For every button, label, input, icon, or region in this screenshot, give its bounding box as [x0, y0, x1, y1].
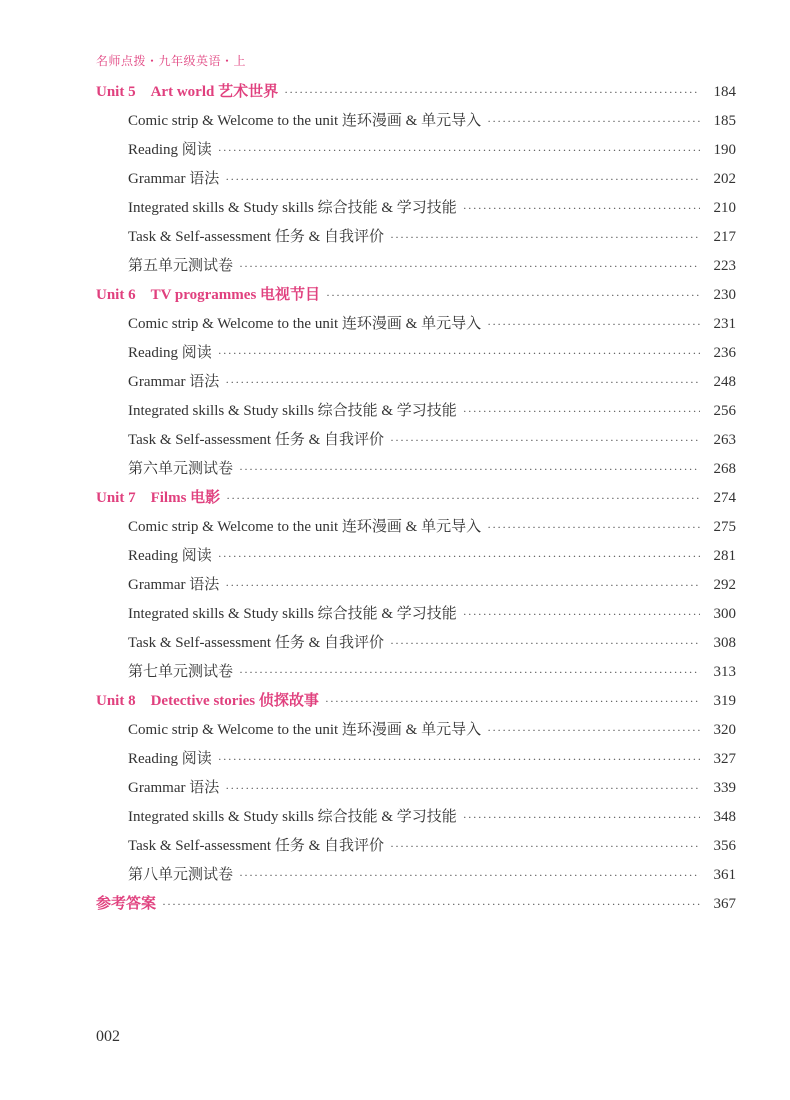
toc-entry-title: Comic strip & Welcome to the unit 连环漫画 & 单元导入: [128, 519, 482, 535]
toc-leader-dots: [390, 832, 700, 861]
toc-leader-dots: [463, 600, 700, 629]
toc-entry-title: Comic strip & Welcome to the unit 连环漫画 & 单元导入: [128, 722, 482, 738]
toc-entry-title: 第五单元测试卷: [128, 258, 234, 274]
toc-page-number: 356: [713, 838, 736, 854]
toc-entry-title: Unit 6 TV programmes 电视节目: [96, 287, 321, 303]
toc-sub-entry[interactable]: [96, 455, 736, 484]
toc-unit-entry[interactable]: [96, 890, 736, 919]
toc-entry-title: 第七单元测试卷: [128, 664, 234, 680]
toc-page-number: 361: [713, 867, 736, 883]
toc-leader-dots: [225, 774, 700, 803]
toc-page-number: 184: [713, 84, 736, 100]
toc-entry-title: Integrated skills & Study skills 综合技能 & 学习技能: [128, 606, 457, 622]
toc-page-number: 210: [713, 200, 736, 216]
toc-entry-title: Reading 阅读: [128, 345, 212, 361]
toc-sub-entry[interactable]: [96, 310, 736, 339]
toc-entry-title: Grammar 语法: [128, 171, 220, 187]
table-of-contents: [96, 78, 736, 919]
toc-entry-title: Reading 阅读: [128, 751, 212, 767]
toc-entry-title: Comic strip & Welcome to the unit 连环漫画 & 单元导入: [128, 316, 482, 332]
toc-page-number: 223: [713, 258, 736, 274]
toc-leader-dots: [218, 542, 700, 571]
toc-leader-dots: [239, 455, 700, 484]
toc-entry-title: Integrated skills & Study skills 综合技能 & 学习技能: [128, 403, 457, 419]
toc-page-number: 236: [713, 345, 736, 361]
toc-leader-dots: [487, 107, 700, 136]
toc-sub-entry[interactable]: [96, 861, 736, 890]
toc-entry-title: Task & Self-assessment 任务 & 自我评价: [128, 635, 385, 651]
toc-leader-dots: [463, 803, 700, 832]
toc-entry-title: Unit 5 Art world 艺术世界: [96, 84, 279, 100]
toc-page-number: 248: [713, 374, 736, 390]
toc-entry-title: 参考答案: [96, 896, 157, 912]
toc-leader-dots: [487, 310, 700, 339]
toc-page-number: 367: [713, 896, 736, 912]
toc-leader-dots: [487, 716, 700, 745]
toc-page-number: 202: [713, 171, 736, 187]
toc-entry-title: Task & Self-assessment 任务 & 自我评价: [128, 838, 385, 854]
toc-page-number: 313: [713, 664, 736, 680]
toc-entry-title: Grammar 语法: [128, 577, 220, 593]
toc-entry-title: Task & Self-assessment 任务 & 自我评价: [128, 229, 385, 245]
toc-leader-dots: [325, 687, 700, 716]
toc-page-number: 231: [713, 316, 736, 332]
toc-page-number: 320: [713, 722, 736, 738]
toc-leader-dots: [162, 890, 700, 919]
toc-sub-entry[interactable]: [96, 194, 736, 223]
toc-leader-dots: [225, 368, 700, 397]
toc-sub-entry[interactable]: [96, 774, 736, 803]
toc-leader-dots: [225, 165, 700, 194]
toc-leader-dots: [326, 281, 700, 310]
toc-leader-dots: [463, 397, 700, 426]
toc-page-number: 319: [713, 693, 736, 709]
toc-leader-dots: [390, 426, 700, 455]
toc-entry-title: Reading 阅读: [128, 548, 212, 564]
toc-sub-entry[interactable]: [96, 745, 736, 774]
toc-page-number: 275: [713, 519, 736, 535]
toc-page-number: 230: [713, 287, 736, 303]
toc-page-number: 292: [713, 577, 736, 593]
toc-sub-entry[interactable]: [96, 339, 736, 368]
toc-unit-entry[interactable]: [96, 687, 736, 716]
toc-page-number: 327: [713, 751, 736, 767]
toc-leader-dots: [239, 861, 700, 890]
toc-entry-title: 第六单元测试卷: [128, 461, 234, 477]
toc-leader-dots: [390, 629, 700, 658]
toc-page-number: 274: [713, 490, 736, 506]
toc-sub-entry[interactable]: [96, 571, 736, 600]
page-number: 002: [96, 1028, 120, 1045]
toc-entry-title: Task & Self-assessment 任务 & 自我评价: [128, 432, 385, 448]
toc-page-number: 268: [713, 461, 736, 477]
toc-sub-entry[interactable]: [96, 223, 736, 252]
toc-unit-entry[interactable]: [96, 484, 736, 513]
toc-sub-entry[interactable]: [96, 513, 736, 542]
toc-entry-title: Unit 8 Detective stories 侦探故事: [96, 693, 319, 709]
toc-entry-title: Integrated skills & Study skills 综合技能 & 学习技能: [128, 200, 457, 216]
toc-page-number: 281: [713, 548, 736, 564]
toc-page-number: 300: [713, 606, 736, 622]
toc-leader-dots: [218, 136, 700, 165]
toc-page-number: 190: [713, 142, 736, 158]
toc-entry-title: Unit 7 Films 电影: [96, 490, 221, 506]
toc-leader-dots: [239, 252, 700, 281]
toc-entry-title: Integrated skills & Study skills 综合技能 & 学习技能: [128, 809, 457, 825]
toc-page-number: 339: [713, 780, 736, 796]
toc-sub-entry[interactable]: [96, 716, 736, 745]
toc-page-number: 256: [713, 403, 736, 419]
toc-page-number: 263: [713, 432, 736, 448]
toc-entry-title: 第八单元测试卷: [128, 867, 234, 883]
running-header: 名师点拨・九年级英语・上: [96, 54, 247, 68]
toc-sub-entry[interactable]: [96, 165, 736, 194]
toc-entry-title: Comic strip & Welcome to the unit 连环漫画 & 单元导入: [128, 113, 482, 129]
toc-leader-dots: [226, 484, 700, 513]
toc-sub-entry[interactable]: [96, 803, 736, 832]
toc-leader-dots: [218, 745, 700, 774]
toc-sub-entry[interactable]: [96, 252, 736, 281]
toc-sub-entry[interactable]: [96, 542, 736, 571]
toc-entry-title: Reading 阅读: [128, 142, 212, 158]
toc-sub-entry[interactable]: [96, 600, 736, 629]
toc-leader-dots: [487, 513, 700, 542]
toc-unit-entry[interactable]: [96, 281, 736, 310]
toc-leader-dots: [239, 658, 700, 687]
toc-leader-dots: [463, 194, 700, 223]
toc-leader-dots: [225, 571, 700, 600]
toc-sub-entry[interactable]: [96, 368, 736, 397]
toc-leader-dots: [284, 78, 700, 107]
toc-page-number: 348: [713, 809, 736, 825]
toc-sub-entry[interactable]: [96, 426, 736, 455]
toc-sub-entry[interactable]: [96, 658, 736, 687]
toc-entry-title: Grammar 语法: [128, 374, 220, 390]
toc-leader-dots: [390, 223, 700, 252]
toc-sub-entry[interactable]: [96, 136, 736, 165]
toc-sub-entry[interactable]: [96, 107, 736, 136]
toc-leader-dots: [218, 339, 700, 368]
toc-page-number: 217: [713, 229, 736, 245]
toc-entry-title: Grammar 语法: [128, 780, 220, 796]
toc-page-number: 185: [713, 113, 736, 129]
toc-sub-entry[interactable]: [96, 832, 736, 861]
toc-sub-entry[interactable]: [96, 397, 736, 426]
toc-unit-entry[interactable]: [96, 78, 736, 107]
toc-sub-entry[interactable]: [96, 629, 736, 658]
toc-page-number: 308: [713, 635, 736, 651]
